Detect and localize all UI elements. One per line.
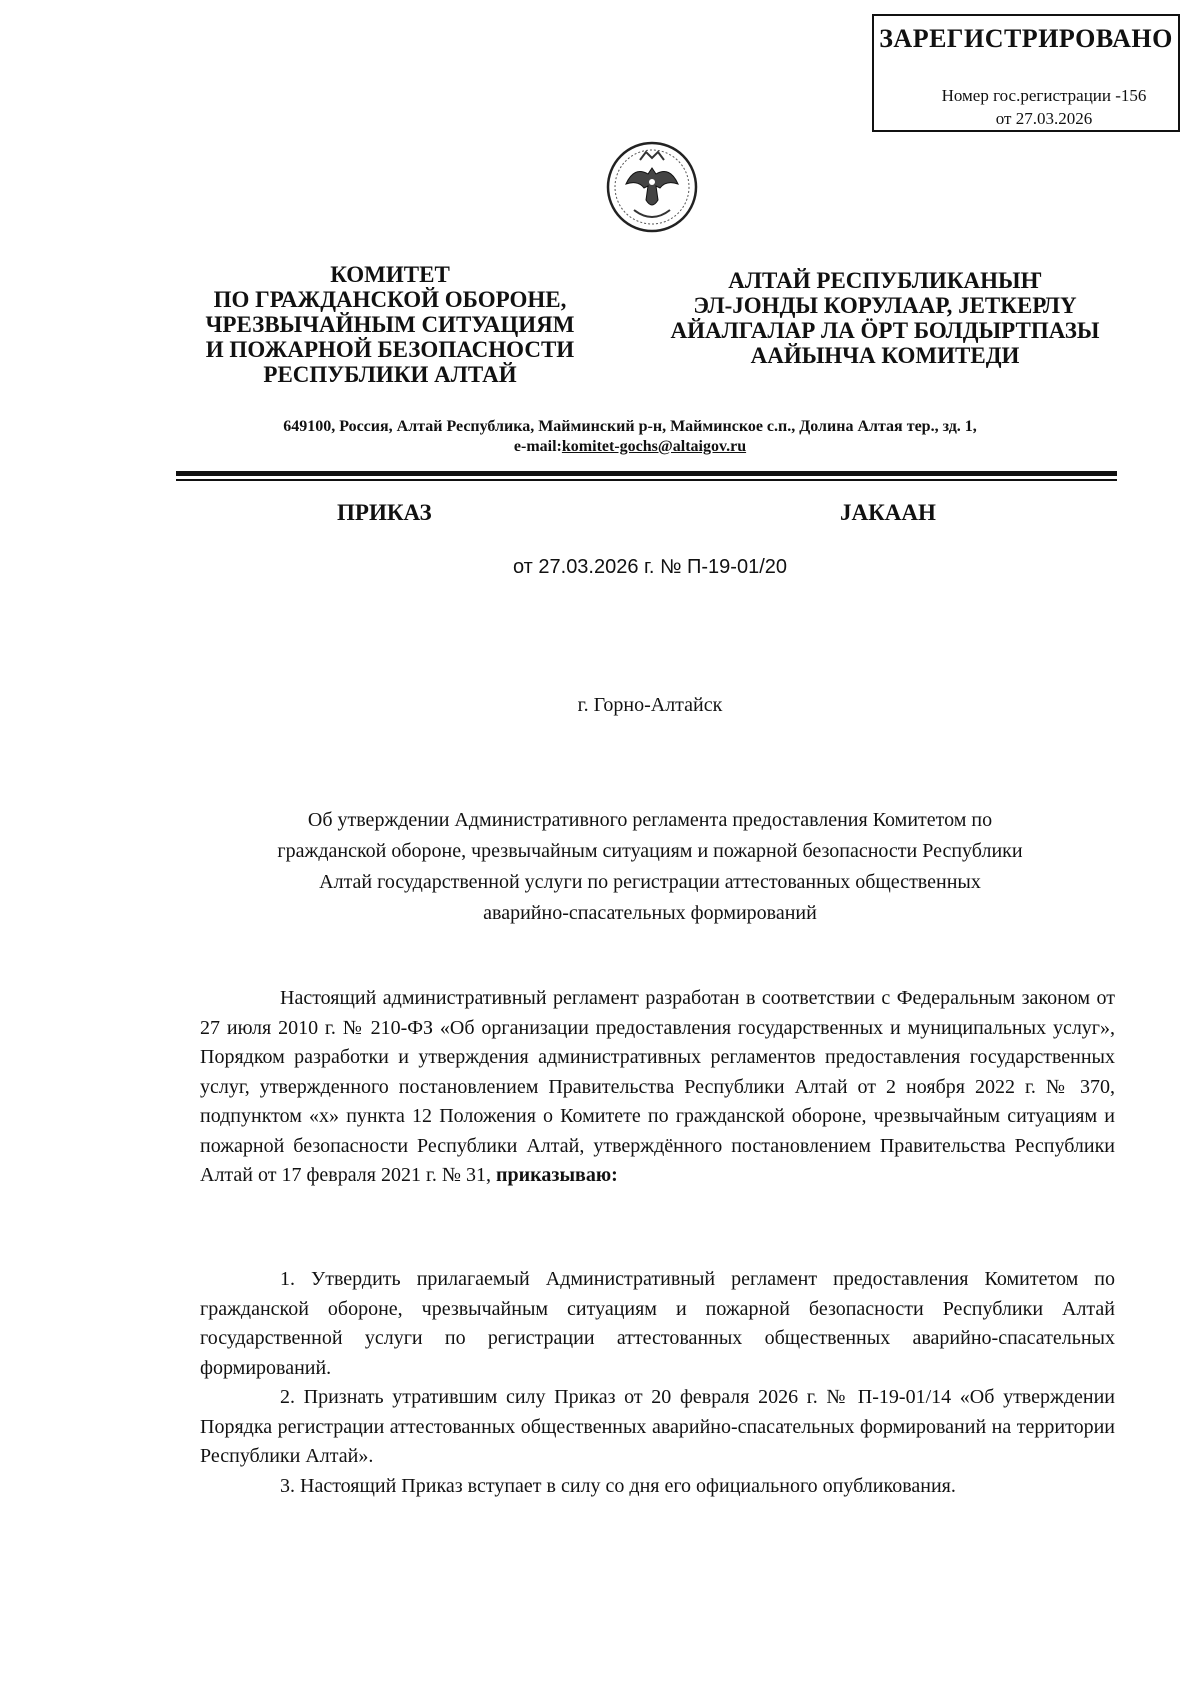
subject-line: Алтай государственной услуги по регистрации аттестованных общественных [319, 871, 981, 893]
altai-coat-of-arms-icon [604, 138, 700, 236]
email-link[interactable]: komitet-gochs@altaigov.ru [561, 438, 747, 455]
order-item: 3. Настоящий Приказ вступает в силу со дня его официального опубликования. [280, 1474, 956, 1497]
order-items [200, 1265, 1115, 1501]
subject-line: гражданской обороне, чрезвычайным ситуациям и пожарной безопасности Республики [277, 840, 1023, 862]
order-title-altai: JАКААН [840, 500, 936, 525]
org-alt-line: ЭЛ-JОНДЫ КОРУЛААР, JЕТКЕРЛҮ [693, 293, 1077, 318]
stamp-reg-number: Номер гос.регистрации -156 [941, 86, 1147, 105]
org-ru-line: ЧРЕЗВЫЧАЙНЫМ СИТУАЦИЯМ [205, 312, 575, 337]
preamble-text: Настоящий административный регламент разработан в соответствии с Федеральным законом от 27 июля 2010 г. № 210-ФЗ «Об организации предоставления государственных и муниципальных услуг», Порядком разработки и утверждения административных регламентов предоставления государственных услуг, утвержденного постановлением Правительства Республики Алтай от 2 ноября 2022 г. № 370, подпунктом «х» пункта 12 Положения о Комитете по гражданской обороне, чрезвычайным ситуациям и пожарной безопасности Республики Алтай, утверждённого постановлением Правительства Республики Алтай от 17 февраля 2021 г. № 31, [200, 987, 1115, 1186]
email-line [150, 437, 1110, 457]
header-divider-thin [176, 479, 1117, 481]
org-ru-line: РЕСПУБЛИКИ АЛТАЙ [263, 362, 517, 387]
header-divider-thick [176, 471, 1117, 476]
org-alt-line: ААЙЫНЧА КОМИТЕДИ [750, 343, 1020, 368]
address-line: 649100, Россия, Алтай Республика, Майминский р-н, Майминское с.п., Долина Алтая тер., зд. 1, [283, 418, 977, 435]
order-title-russian: ПРИКАЗ [337, 500, 432, 525]
preamble-paragraph [200, 984, 1115, 1191]
org-alt-line: АЛТАЙ РЕСПУБЛИКАНЫҤ [728, 268, 1042, 293]
org-alt-line: АЙАЛГАЛАР ЛА ӦРТ БОЛДЫРТПАЗЫ [670, 318, 1100, 343]
subject-line: аварийно-спасательных формирований [483, 902, 817, 924]
org-ru-line: ПО ГРАЖДАНСКОЙ ОБОРОНЕ, [213, 287, 567, 312]
registration-stamp [872, 14, 1180, 132]
stamp-reg-date: от 27.03.2026 [995, 109, 1093, 128]
org-name-altai [660, 268, 1110, 368]
order-item: 1. Утвердить прилагаемый Административный регламент предоставления Комитетом по гражданской обороне, чрезвычайным ситуациям и пожарной безопасности Республики Алтай государственной услуги по регистрации аттестованных общественных аварийно-спасательных формирований. [200, 1268, 1115, 1379]
org-address [150, 417, 1110, 457]
email-prefix: e-mail: [513, 438, 562, 455]
stamp-title: ЗАРЕГИСТРИРОВАНО [879, 24, 1173, 53]
preamble-command: приказываю: [496, 1164, 618, 1186]
org-ru-line: И ПОЖАРНОЙ БЕЗОПАСНОСТИ [205, 337, 575, 362]
org-ru-line: КОМИТЕТ [330, 262, 450, 287]
order-item: 2. Признать утратившим силу Приказ от 20 февраля 2026 г. № П-19-01/14 «Об утверждении Порядка регистрации аттестованных общественных аварийно-спасательных формирований на территории Республики Алтай». [200, 1386, 1115, 1467]
order-city: г. Горно-Алтайск [577, 694, 723, 716]
subject-line: Об утверждении Административного регламента предоставления Комитетом по [307, 809, 993, 831]
org-name-russian [180, 262, 600, 387]
order-date-number: от 27.03.2026 г. № П-19-01/20 [512, 556, 788, 578]
order-subject [190, 805, 1110, 929]
